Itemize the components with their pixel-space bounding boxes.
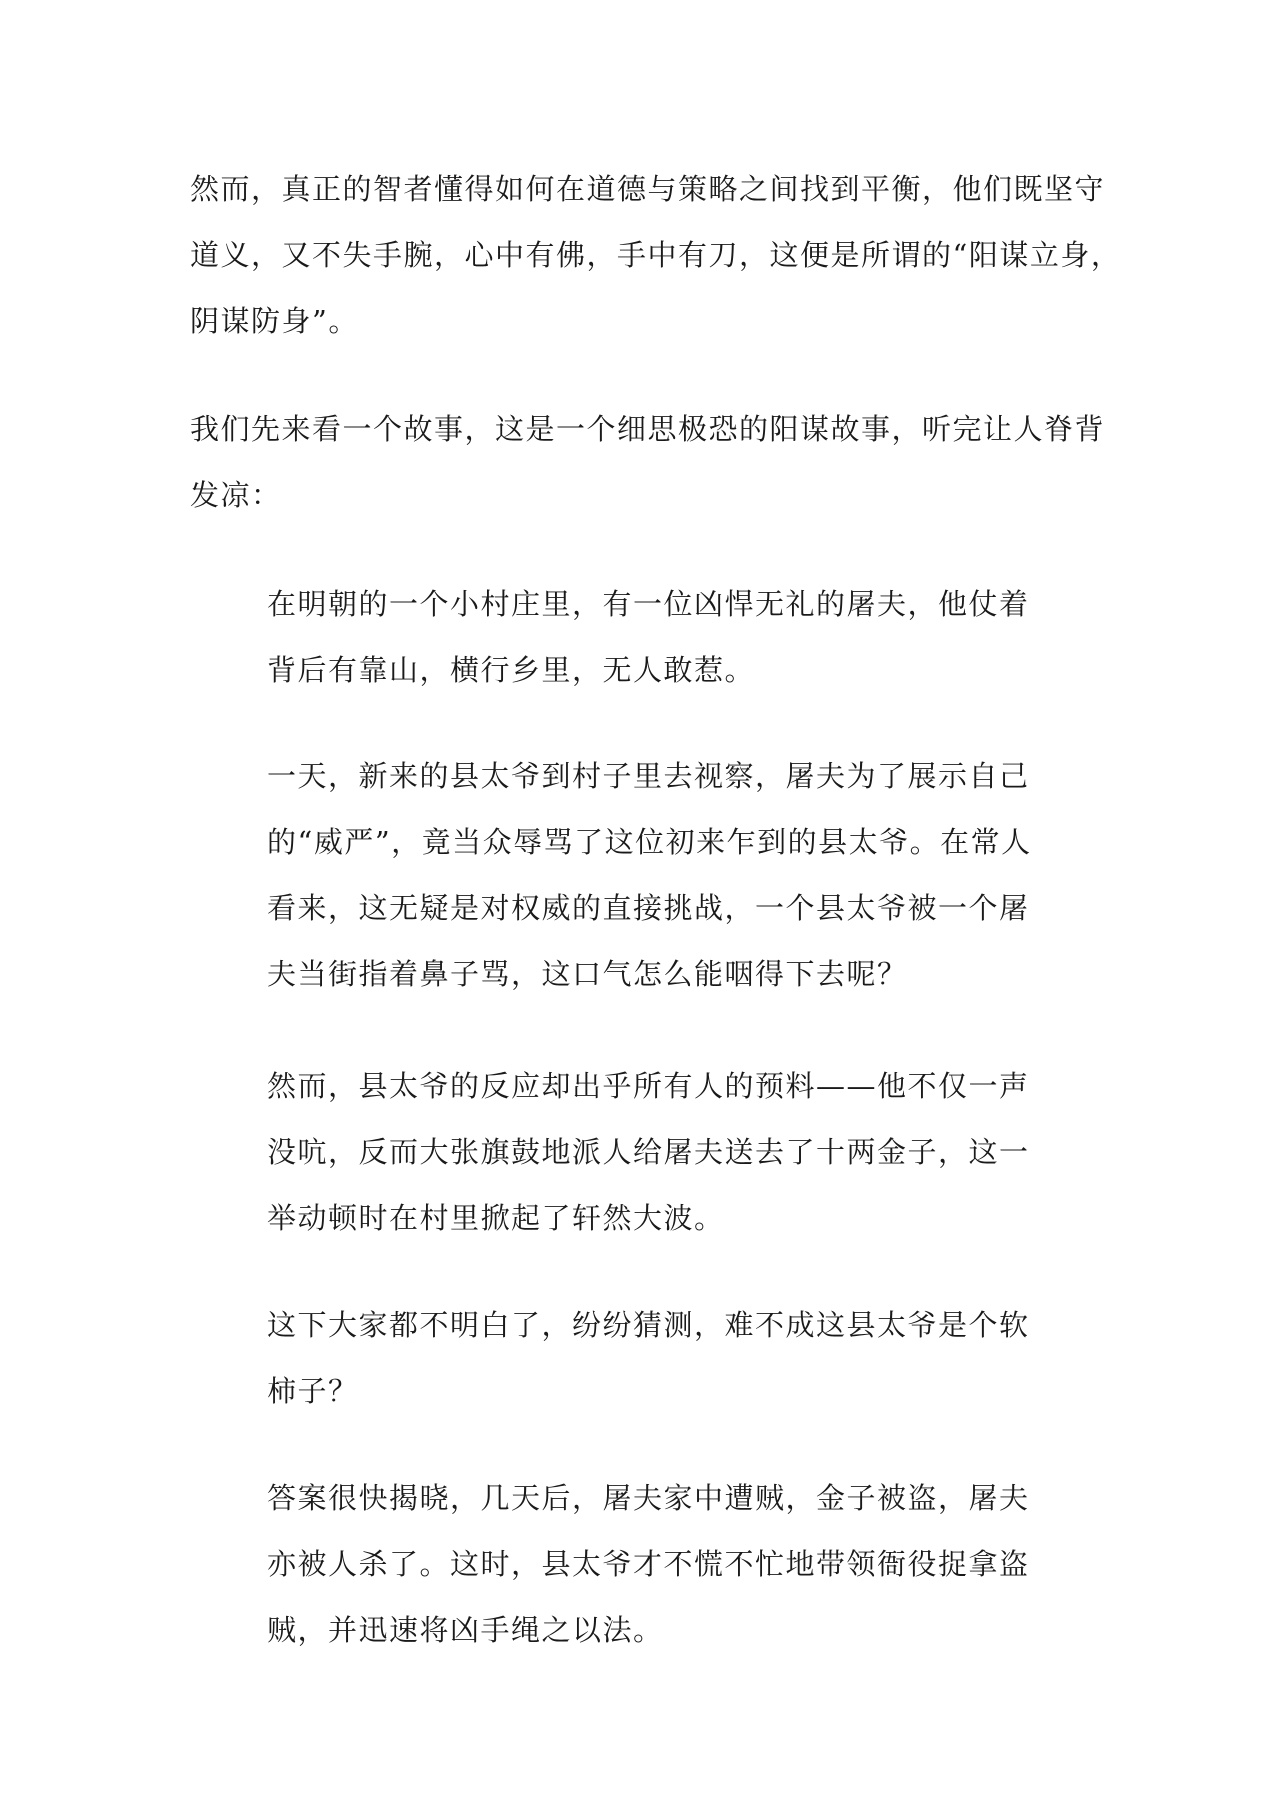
story-paragraph-5 [267, 1465, 1030, 1663]
text-line: 发凉： [190, 478, 282, 512]
text-line: 贼，并迅速将凶手绳之以法。 [267, 1613, 664, 1647]
text-line: 答案很快揭晓，几天后，屠夫家中遭贼，金子被盗，屠夫 [267, 1481, 1030, 1515]
intro-paragraph-1 [190, 156, 1121, 354]
story-paragraph-1 [267, 571, 1030, 703]
intro-paragraph-2 [190, 396, 1105, 528]
story-paragraph-3 [267, 1053, 1030, 1251]
text-line: 然而，县太爷的反应却出乎所有人的预料——他不仅一声 [267, 1069, 1030, 1103]
text-line: 的“威严”，竟当众辱骂了这位初来乍到的县太爷。在常人 [267, 825, 1032, 859]
text-line: 这下大家都不明白了，纷纷猜测，难不成这县太爷是个软 [267, 1308, 1030, 1342]
text-line: 看来，这无疑是对权威的直接挑战，一个县太爷被一个屠 [267, 891, 1030, 925]
text-line: 然而，真正的智者懂得如何在道德与策略之间找到平衡，他们既坚守 [190, 172, 1106, 206]
text-line: 阴谋防身”。 [190, 304, 359, 338]
text-line: 背后有靠山，横行乡里，无人敢惹。 [267, 653, 756, 687]
text-line: 夫当街指着鼻子骂，这口气怎么能咽得下去呢？ [267, 957, 908, 991]
story-paragraph-2 [267, 743, 1032, 1007]
text-line: 一天，新来的县太爷到村子里去视察，屠夫为了展示自己 [267, 759, 1030, 793]
text-line: 没吭，反而大张旗鼓地派人给屠夫送去了十两金子，这一 [267, 1135, 1030, 1169]
text-line: 举动顿时在村里掀起了轩然大波。 [267, 1201, 725, 1235]
text-line: 亦被人杀了。这时，县太爷才不慌不忙地带领衙役捉拿盗 [267, 1547, 1030, 1581]
text-line: 道义，又不失手腕，心中有佛，手中有刀，这便是所谓的“阳谋立身， [190, 238, 1122, 272]
text-line: 在明朝的一个小村庄里，有一位凶悍无礼的屠夫，他仗着 [267, 587, 1030, 621]
text-line: 柿子？ [267, 1374, 359, 1408]
story-paragraph-4 [267, 1292, 1030, 1424]
text-line: 我们先来看一个故事，这是一个细思极恐的阳谋故事，听完让人脊背 [190, 412, 1106, 446]
